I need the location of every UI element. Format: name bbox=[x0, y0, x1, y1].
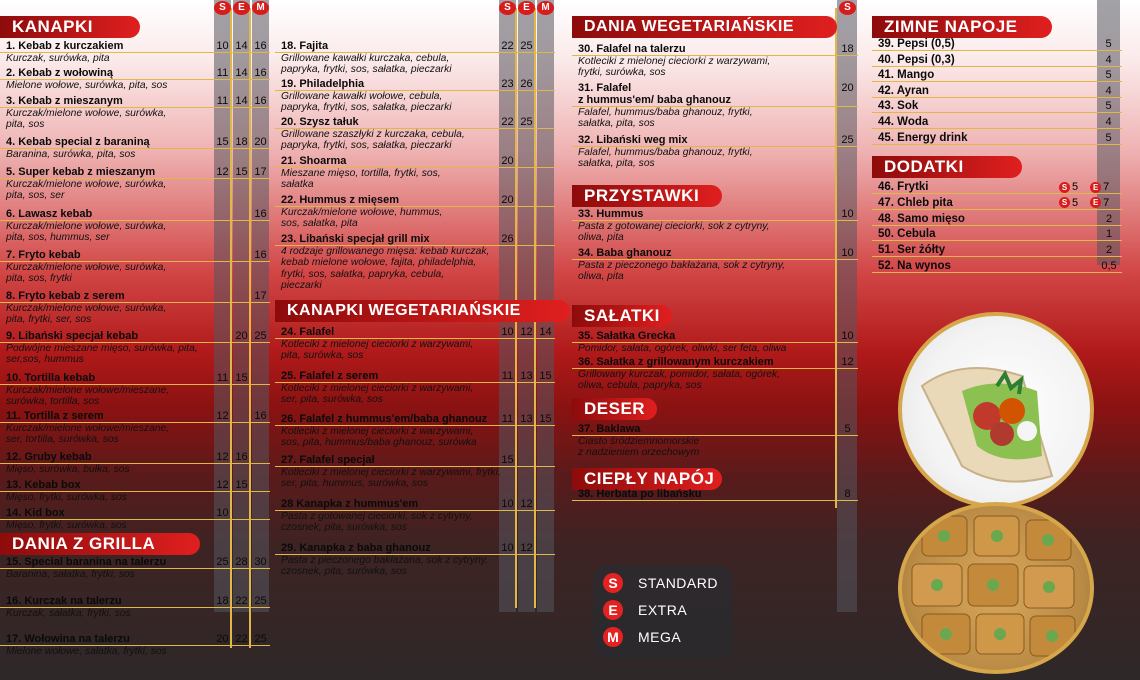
menu-item-name: 21. Shoarma bbox=[275, 155, 555, 168]
menu-item-price: 16 bbox=[235, 451, 248, 463]
menu-item bbox=[0, 40, 270, 64]
menu-item bbox=[0, 372, 270, 408]
section-header-deser: DESER bbox=[572, 398, 657, 420]
menu-item bbox=[0, 67, 270, 91]
size-m-badge: M bbox=[537, 1, 554, 15]
menu-item-description: Falafel, hummus/baba ghanouz, frytki, sałatka, pita, sos bbox=[578, 107, 753, 130]
menu-item-name: 29. Kanapka z baba ghanouz bbox=[275, 542, 555, 555]
menu-item bbox=[275, 326, 555, 362]
extra-name: 51. Ser żółty bbox=[872, 244, 1122, 257]
menu-item-price: 5 bbox=[844, 423, 851, 435]
size-s-badge: S bbox=[1059, 182, 1070, 193]
menu-item-name: 27. Falafel specjał bbox=[275, 454, 555, 467]
menu-item-description: Pasta z gotowanej cieciorki, sok z cytryny, czosnek, pita, surówka, sos bbox=[281, 511, 473, 534]
menu-item-price: 14 bbox=[235, 40, 248, 52]
menu-item bbox=[572, 208, 858, 244]
menu-item-price: 18 bbox=[235, 136, 248, 148]
drink-name: 39. Pepsi (0,5) bbox=[872, 38, 1122, 51]
menu-item-price: 25 bbox=[520, 116, 533, 128]
extra-name: 52. Na wynos bbox=[872, 260, 1122, 273]
menu-item-name: 1. Kebab z kurczakiem bbox=[0, 40, 270, 53]
menu-item-price: 16 bbox=[254, 95, 267, 107]
menu-item-price: 15 bbox=[539, 370, 552, 382]
section-header-dania-z-grilla: DANIA Z GRILLA bbox=[0, 533, 200, 555]
drink-item bbox=[872, 69, 1122, 82]
menu-item-description: Kurczak/mielone wołowe, surówka, pita, sos, ser bbox=[6, 179, 167, 202]
menu-item-price: 14 bbox=[539, 326, 552, 338]
menu-item-price: 25 bbox=[841, 134, 854, 146]
drink-price: 5 bbox=[1105, 38, 1112, 50]
menu-item-price: 12 bbox=[520, 326, 533, 338]
menu-item-price: 12 bbox=[520, 498, 533, 510]
menu-item-price: 25 bbox=[254, 633, 267, 645]
menu-item-price: 15 bbox=[235, 479, 248, 491]
size-m-badge: M bbox=[252, 1, 269, 15]
menu-item bbox=[572, 247, 858, 283]
menu-item bbox=[572, 82, 858, 130]
menu-item-price: 11 bbox=[216, 95, 229, 107]
menu-item bbox=[275, 155, 555, 191]
extra-item bbox=[872, 181, 1122, 194]
menu-item-price: 10 bbox=[841, 330, 854, 342]
menu-item-name: 22. Hummus z mięsem bbox=[275, 194, 555, 207]
menu-item-description: Kotleciki z mielonej cieciorki z warzywami, sos, pita, hummus/baba ghanouz, surówka bbox=[281, 426, 477, 449]
menu-item bbox=[572, 423, 858, 459]
size-e-badge: E bbox=[1090, 182, 1101, 193]
extra-price-s: 5 bbox=[1072, 181, 1079, 193]
menu-item-description: Grillowany kurczak, pomidor, sałata, ogórek, oliwa, cebula, papryka, sos bbox=[578, 369, 781, 392]
menu-item-name: 8. Fryto kebab z serem bbox=[0, 290, 270, 303]
menu-item-price: 15 bbox=[235, 372, 248, 384]
menu-item-description: Pasta z pieczonego bakłażana, sok z cytryny, czosnek, pita, surówka, sos bbox=[281, 555, 488, 578]
menu-item-price: 17 bbox=[254, 290, 267, 302]
column-2 bbox=[275, 0, 570, 680]
menu-item-name: 16. Kurczak na talerzu bbox=[0, 595, 270, 608]
menu-item-description: Kotleciki z mielonej cieciorki z warzywami, frytki, ser, pita, hummus, surówka, sos bbox=[281, 467, 501, 490]
menu-item-price: 11 bbox=[216, 67, 229, 79]
menu-item-description: Ciasto śródziemnomorskie z nadzieniem orzechowym bbox=[578, 436, 700, 459]
menu-item-description: Mieszane mięso, tortilla, frytki, sos, sałatka bbox=[281, 168, 441, 191]
menu-item-price: 25 bbox=[254, 595, 267, 607]
menu-item-price: 20 bbox=[501, 194, 514, 206]
menu-item-price: 16 bbox=[254, 67, 267, 79]
menu-item-price: 14 bbox=[235, 95, 248, 107]
menu-item-price: 26 bbox=[520, 78, 533, 90]
menu-item-price: 13 bbox=[520, 370, 533, 382]
extra-name: 46. Frytki bbox=[872, 181, 1122, 194]
menu-item-price: 14 bbox=[235, 67, 248, 79]
menu-item-description: 4 rodzaje grillowanego mięsa: kebab kurczak, kebab mielone wołowe, fajita, philadelphia, frytki, sos, sałatka, papryka, cebula, pieczarki bbox=[281, 246, 490, 292]
menu-item-name: 7. Fryto kebab bbox=[0, 249, 270, 262]
section-header-kanapki-wegetarianskie: KANAPKI WEGETARIAŃSKIE bbox=[275, 300, 570, 322]
drink-name: 45. Energy drink bbox=[872, 132, 1122, 145]
size-legend bbox=[593, 565, 733, 658]
drink-name: 41. Mango bbox=[872, 69, 1122, 82]
menu-item bbox=[572, 330, 858, 354]
menu-item-price: 16 bbox=[254, 410, 267, 422]
menu-item-price: 10 bbox=[841, 247, 854, 259]
column-1 bbox=[0, 0, 275, 680]
menu-item-price: 16 bbox=[254, 40, 267, 52]
menu-item-price: 11 bbox=[501, 413, 514, 425]
menu-item bbox=[0, 208, 270, 244]
size-e-badge: E bbox=[1090, 197, 1101, 208]
menu-item-description: Kurczak/mielone wołowe/mieszane, ser, tortilla, surówka, sos bbox=[6, 423, 170, 446]
menu-item-price: 10 bbox=[216, 40, 229, 52]
drink-name: 42. Ayran bbox=[872, 85, 1122, 98]
menu-item-price: 12 bbox=[841, 356, 854, 368]
extra-size-prices bbox=[1059, 181, 1109, 193]
menu-item-name: 9. Libański specjał kebab bbox=[0, 330, 270, 343]
drink-name: 40. Pepsi (0,3) bbox=[872, 54, 1122, 67]
extra-item bbox=[872, 228, 1122, 241]
menu-item-description: Pomidor, sałata, ogórek, oliwki, ser feta, oliwa bbox=[578, 343, 787, 354]
size-e-badge: E bbox=[518, 1, 535, 15]
menu-item-description: Podwójne mieszane mięso, surówka, pita, ser,sos, hummus bbox=[6, 343, 198, 366]
extra-price: 0,5 bbox=[1101, 260, 1117, 272]
menu-item bbox=[275, 370, 555, 406]
menu-item-name: 12. Gruby kebab bbox=[0, 451, 270, 464]
menu-item bbox=[0, 556, 270, 580]
menu-item bbox=[0, 595, 270, 619]
menu-item-description: Kurczak/mielone wołowe, surówka, pita, sos, frytki bbox=[6, 262, 167, 285]
menu-item-description: Baranina, sałatka, frytki, sos bbox=[6, 569, 135, 580]
menu-item-description: Mięso, frytki, surówka, sos bbox=[6, 492, 127, 503]
menu-item-price: 15 bbox=[235, 166, 248, 178]
extra-price-e: 7 bbox=[1103, 181, 1110, 193]
menu-item bbox=[275, 413, 555, 449]
menu-item-price: 10 bbox=[216, 507, 229, 519]
menu-item bbox=[0, 451, 270, 475]
menu-item-price: 18 bbox=[216, 595, 229, 607]
menu-item bbox=[275, 542, 555, 578]
legend-mega-label: MEGA bbox=[638, 629, 682, 645]
menu-item-description: Baranina, surówka, pita, sos bbox=[6, 149, 136, 160]
menu-item-name: 15. Special baranina na talerzu bbox=[0, 556, 270, 569]
extra-price: 2 bbox=[1105, 244, 1113, 257]
extra-price-s: 5 bbox=[1072, 196, 1079, 209]
menu-item bbox=[572, 43, 858, 79]
menu-item bbox=[572, 356, 858, 392]
drink-price: 5 bbox=[1105, 69, 1112, 82]
size-s-badge: S bbox=[214, 1, 231, 15]
menu-item-description: Kotleciki z mielonej cieciorki z warzywami, pita, surówka, sos bbox=[281, 339, 474, 362]
menu-item-name: 23. Libański specjał grill mix bbox=[275, 233, 555, 246]
section-header-zimne-napoje: ZIMNE NAPOJE bbox=[872, 16, 1052, 38]
menu-item-name: 18. Fajita bbox=[275, 40, 555, 53]
menu-item-price: 12 bbox=[216, 410, 229, 422]
menu-item bbox=[0, 330, 270, 366]
menu-item-name: 32. Libański weg mix bbox=[572, 134, 858, 147]
menu-item bbox=[0, 479, 270, 503]
drink-price: 5 bbox=[1105, 131, 1112, 144]
menu-item-name: 37. Baklawa bbox=[572, 423, 858, 436]
menu-item-description: Pasta z pieczonego bakłażana, sok z cytryny, oliwa, pita bbox=[578, 260, 785, 283]
baklava-photo bbox=[898, 502, 1094, 674]
menu-item-price: 12 bbox=[520, 542, 533, 554]
menu-item-description: Mięso, surówka, bułka, sos bbox=[6, 464, 130, 475]
legend-e-badge: E bbox=[603, 600, 623, 620]
section-header-dania-wegetarianskie: DANIA WEGETARIAŃSKIE bbox=[572, 16, 837, 38]
menu-item bbox=[0, 249, 270, 285]
menu-item-description: Kurczak/mielone wołowe, surówka, pita, frytki, ser, sos bbox=[6, 303, 167, 326]
menu-item-price: 30 bbox=[254, 556, 267, 568]
menu-item-description: Grillowane kawałki wołowe, cebula, papryka, frytki, sos, sałatka, pieczarki bbox=[281, 91, 452, 114]
section-header-przystawki: PRZYSTAWKI bbox=[572, 185, 722, 207]
menu-item-description: Falafel, hummus/baba ghanouz, frytki, sałatka, pita, sos bbox=[578, 147, 753, 170]
menu-item bbox=[275, 40, 555, 76]
menu-item bbox=[0, 507, 270, 531]
menu-item-name: 17. Wołowina na talerzu bbox=[0, 633, 270, 646]
drink-price: 4 bbox=[1105, 116, 1112, 128]
menu-item-price: 16 bbox=[254, 249, 267, 261]
drink-item bbox=[872, 38, 1122, 51]
legend-extra-label: EXTRA bbox=[638, 602, 688, 618]
menu-item-price: 15 bbox=[539, 413, 552, 425]
extra-price: 2 bbox=[1105, 212, 1113, 225]
menu-item-name: 36. Sałatka z grillowanym kurczakiem bbox=[572, 356, 858, 369]
menu-item-price: 25 bbox=[520, 40, 533, 52]
menu-item-price: 12 bbox=[216, 166, 229, 178]
column-4 bbox=[872, 0, 1130, 280]
menu-item-description: Kurczak, surówka, pita bbox=[6, 53, 110, 64]
extra-item bbox=[872, 197, 1122, 210]
menu-item-price: 28 bbox=[235, 556, 248, 568]
drink-price: 4 bbox=[1105, 84, 1112, 97]
extra-price-e: 7 bbox=[1103, 196, 1110, 209]
section-header-dodatki: DODATKI bbox=[872, 156, 1022, 178]
menu-item-name: 3. Kebab z mieszanym bbox=[0, 95, 270, 108]
menu-item-price: 16 bbox=[254, 208, 267, 220]
drink-price: 4 bbox=[1105, 53, 1112, 66]
menu-item bbox=[0, 166, 270, 202]
legend-m-badge: M bbox=[603, 627, 623, 647]
menu-item-name: 28 Kanapka z hummus'em bbox=[275, 498, 555, 511]
menu-item bbox=[275, 116, 555, 152]
drink-item bbox=[872, 100, 1122, 113]
menu-item-description: Kurczak/mielone wołowe, surówka, pita, sos bbox=[6, 108, 167, 131]
menu-item-description: Kotleciki z mielonej cieciorki z warzywami, frytki, surówka, sos bbox=[578, 56, 771, 79]
menu-item-description: Mięso, frytki, surówka, sos bbox=[6, 520, 127, 531]
legend-s-badge: S bbox=[603, 573, 623, 593]
menu-item bbox=[275, 498, 555, 534]
menu-item-description: Grillowane kawałki kurczaka, cebula, papryka, frytki, sos, sałatka, pieczarki bbox=[281, 53, 452, 76]
menu-item-price: 15 bbox=[216, 136, 229, 148]
drink-name: 44. Woda bbox=[872, 116, 1122, 129]
menu-item bbox=[0, 95, 270, 131]
menu-item bbox=[275, 233, 555, 292]
menu-item-price: 13 bbox=[520, 413, 533, 425]
menu-item-price: 10 bbox=[501, 498, 514, 510]
menu-item-price: 26 bbox=[501, 233, 514, 245]
menu-item-price: 10 bbox=[501, 542, 514, 554]
menu-item-price: 20 bbox=[841, 82, 854, 94]
menu-item bbox=[572, 134, 858, 170]
wrap-food-photo bbox=[898, 312, 1094, 508]
menu-item-name: 24. Falafel bbox=[275, 326, 555, 339]
extra-item bbox=[872, 213, 1122, 226]
menu-item-description: Mielone wołowe, surówka, pita, sos bbox=[6, 80, 168, 91]
menu-item-price: 22 bbox=[501, 40, 514, 52]
extra-item bbox=[872, 260, 1122, 273]
menu-item-name: 30. Falafel na talerzu bbox=[572, 43, 858, 56]
size-s-badge: S bbox=[499, 1, 516, 15]
menu-item-description: Kurczak/mielone wołowe, surówka, pita, sos, hummus, ser bbox=[6, 221, 167, 244]
menu-item-price: 23 bbox=[501, 78, 514, 90]
drink-item bbox=[872, 85, 1122, 98]
menu-item-price: 8 bbox=[844, 488, 851, 500]
menu-item-price: 22 bbox=[235, 633, 248, 645]
drink-price: 5 bbox=[1105, 100, 1112, 113]
extra-item bbox=[872, 244, 1122, 257]
menu-item-name: 25. Falafel z serem bbox=[275, 370, 555, 383]
menu-item-name: 20. Szysz tałuk bbox=[275, 116, 555, 129]
drink-item bbox=[872, 54, 1122, 67]
menu-item-name: 26. Falafel z hummus'em/baba ghanouz bbox=[275, 413, 555, 426]
menu-item-description: Kurczak, sałatka, frytki, sos bbox=[6, 608, 131, 619]
menu-item-description: Kurczak/mielone wołowe, hummus, sos, sałatka, pita bbox=[281, 207, 443, 230]
menu-item bbox=[0, 410, 270, 446]
menu-item-price: 25 bbox=[254, 330, 267, 342]
menu-item-price: 20 bbox=[216, 633, 229, 645]
menu-item-price: 10 bbox=[841, 208, 854, 220]
menu-item-price: 25 bbox=[216, 556, 229, 568]
extra-price: 1 bbox=[1105, 228, 1113, 241]
extra-name: 50. Cebula bbox=[872, 228, 1122, 241]
menu-item bbox=[275, 194, 555, 230]
menu-item-price: 20 bbox=[254, 136, 267, 148]
menu-item bbox=[0, 136, 270, 160]
menu-item-name: 31. Falafel z hummus'em/ baba ghanouz bbox=[572, 82, 858, 107]
menu-item bbox=[0, 290, 270, 326]
menu-item-name: 11. Tortilla z serem bbox=[0, 410, 270, 423]
menu-item-name: 4. Kebab special z baraniną bbox=[0, 136, 270, 149]
menu-item-name: 6. Lawasz kebab bbox=[0, 208, 270, 221]
menu-item-name: 5. Super kebab z mieszanym bbox=[0, 166, 270, 179]
extra-name: 48. Samo mięso bbox=[872, 213, 1122, 226]
menu-item-price: 11 bbox=[216, 372, 229, 384]
menu-item-price: 20 bbox=[501, 155, 514, 167]
section-header-kanapki: KANAPKI bbox=[0, 16, 140, 38]
menu-item-name: 34. Baba ghanouz bbox=[572, 247, 858, 260]
menu-item-price: 22 bbox=[235, 595, 248, 607]
menu-item-price: 22 bbox=[501, 116, 514, 128]
menu-item-name: 33. Hummus bbox=[572, 208, 858, 221]
menu-item-price: 10 bbox=[501, 326, 514, 338]
menu-item-name: 2. Kebab z wołowiną bbox=[0, 67, 270, 80]
menu-item-price: 12 bbox=[216, 479, 229, 491]
menu-item-price: 12 bbox=[216, 451, 229, 463]
menu-item-name: 38. Herbata po libańsku bbox=[572, 488, 858, 501]
extra-name: 47. Chleb pita bbox=[872, 197, 1122, 210]
section-header-salatki: SAŁATKI bbox=[572, 305, 672, 327]
drink-item bbox=[872, 116, 1122, 129]
menu-item-price: 18 bbox=[841, 43, 854, 55]
menu-item bbox=[275, 454, 555, 490]
menu-item-name: 10. Tortilla kebab bbox=[0, 372, 270, 385]
menu-item-name: 14. Kid box bbox=[0, 507, 270, 520]
drink-item bbox=[872, 132, 1122, 145]
menu-item-name: 19. Philadelphia bbox=[275, 78, 555, 91]
size-s-badge: S bbox=[1059, 197, 1070, 208]
menu-item-description: Mielone wołowe, sałatka, frytki, sos bbox=[6, 646, 167, 657]
menu-item-description: Kotleciki z mielonej cieciorki z warzywami, ser, pita, surówka, sos bbox=[281, 383, 474, 406]
size-e-badge: E bbox=[233, 1, 250, 15]
drink-name: 43. Sok bbox=[872, 100, 1122, 113]
menu-item-price: 20 bbox=[235, 330, 248, 342]
menu-item bbox=[275, 78, 555, 114]
menu-item-name: 35. Sałatka Grecka bbox=[572, 330, 858, 343]
menu-item-price: 11 bbox=[501, 370, 514, 382]
menu-item-description: Grillowane szaszłyki z kurczaka, cebula, papryka, frytki, sos, sałatka, pieczarki bbox=[281, 129, 465, 152]
menu-item-price: 17 bbox=[254, 166, 267, 178]
legend-standard-label: STANDARD bbox=[638, 575, 718, 591]
menu-item bbox=[572, 488, 858, 501]
menu-item bbox=[0, 633, 270, 657]
size-s-badge: S bbox=[839, 1, 856, 15]
menu-item-name: 13. Kebab box bbox=[0, 479, 270, 492]
menu-item-description: Pasta z gotowanej cieciorki, sok z cytryny, oliwa, pita bbox=[578, 221, 770, 244]
menu-item-price: 15 bbox=[501, 454, 514, 466]
section-header-cieply-napoj: CIEPŁY NAPÓJ bbox=[572, 468, 722, 490]
menu-item-description: Kurczak/mielone wołowe/mieszane, surówka, tortilla, sos bbox=[6, 385, 170, 408]
extra-size-prices bbox=[1059, 197, 1109, 209]
